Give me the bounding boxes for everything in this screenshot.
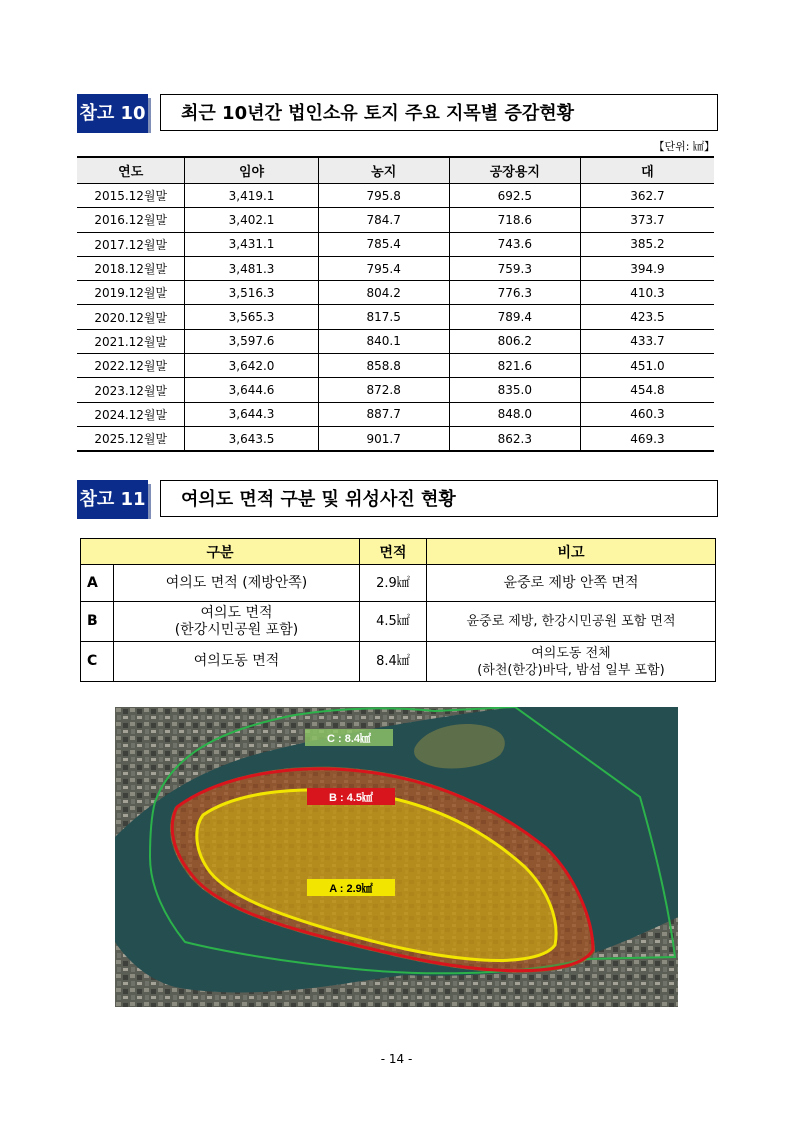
table-cell: 2023.12월말 — [77, 378, 185, 402]
area-row-name: 여의도동 면적 — [114, 642, 360, 682]
area-row-value: 4.5㎢ — [360, 602, 427, 642]
area-row-name: 여의도 면적 (제방안쪽) — [114, 565, 360, 602]
table-cell: 469.3 — [580, 426, 714, 451]
header-year: 연도 — [77, 157, 185, 184]
area-row-value: 2.9㎢ — [360, 565, 427, 602]
table-cell: 901.7 — [318, 426, 449, 451]
area-classification-table — [80, 538, 716, 682]
table-cell: 3,402.1 — [185, 208, 318, 232]
section-10-title: 최근 10년간 법인소유 토지 주요 지목별 증감현황 — [160, 94, 718, 131]
table-cell: 858.8 — [318, 354, 449, 378]
table-cell: 373.7 — [580, 208, 714, 232]
table-cell: 385.2 — [580, 232, 714, 256]
table-cell: 423.5 — [580, 305, 714, 329]
section-11-header — [77, 480, 718, 519]
table-cell: 835.0 — [449, 378, 580, 402]
satellite-map — [115, 707, 678, 1007]
table-row — [77, 232, 714, 256]
table-body — [77, 184, 714, 452]
unit-label: 【단위: ㎢】 — [653, 140, 715, 153]
area-row-id: A — [81, 565, 114, 602]
table-cell: 3,644.6 — [185, 378, 318, 402]
table-cell: 2025.12월말 — [77, 426, 185, 451]
table-cell: 2022.12월말 — [77, 354, 185, 378]
table-cell: 785.4 — [318, 232, 449, 256]
table-cell: 821.6 — [449, 354, 580, 378]
table-row — [77, 378, 714, 402]
table-cell: 433.7 — [580, 329, 714, 353]
table-row — [77, 208, 714, 232]
area-row-note: 윤중로 제방 안쪽 면적 — [427, 565, 716, 602]
table-cell: 2021.12월말 — [77, 329, 185, 353]
area-row-value: 8.4㎢ — [360, 642, 427, 682]
table-cell: 3,431.1 — [185, 232, 318, 256]
table-cell: 3,419.1 — [185, 184, 318, 208]
table-cell: 718.6 — [449, 208, 580, 232]
table-cell: 2015.12월말 — [77, 184, 185, 208]
table-cell: 743.6 — [449, 232, 580, 256]
satellite-map-svg — [115, 707, 678, 1007]
table-cell: 2019.12월말 — [77, 281, 185, 305]
area-row-id: B — [81, 602, 114, 642]
table-cell: 789.4 — [449, 305, 580, 329]
table-cell: 3,481.3 — [185, 256, 318, 280]
section-10-tag: 참고 10 — [77, 94, 148, 133]
table-row — [77, 426, 714, 451]
header-factory: 공장용지 — [449, 157, 580, 184]
table-row — [77, 329, 714, 353]
table-header-row — [77, 157, 714, 184]
label-a-text: A : 2.9㎢ — [329, 883, 373, 895]
table-cell: 817.5 — [318, 305, 449, 329]
table-cell: 454.8 — [580, 378, 714, 402]
table-cell: 362.7 — [580, 184, 714, 208]
table-cell: 804.2 — [318, 281, 449, 305]
table-cell: 2024.12월말 — [77, 402, 185, 426]
table-cell: 872.8 — [318, 378, 449, 402]
area-row-b — [81, 602, 716, 642]
table-cell: 2018.12월말 — [77, 256, 185, 280]
label-b-text: B : 4.5㎢ — [328, 792, 374, 804]
table-cell: 776.3 — [449, 281, 580, 305]
table-row — [77, 402, 714, 426]
table-cell: 759.3 — [449, 256, 580, 280]
table-cell: 3,516.3 — [185, 281, 318, 305]
table-cell: 840.1 — [318, 329, 449, 353]
table-cell: 3,565.3 — [185, 305, 318, 329]
page-number: - 14 - — [380, 1052, 413, 1066]
land-area-table — [77, 156, 714, 452]
area-header-category: 구분 — [81, 539, 360, 565]
header-farmland: 농지 — [318, 157, 449, 184]
area-row-note: 윤중로 제방, 한강시민공원 포함 면적 — [427, 602, 716, 642]
table-cell: 862.3 — [449, 426, 580, 451]
table-cell: 2016.12월말 — [77, 208, 185, 232]
table-cell: 795.8 — [318, 184, 449, 208]
table-cell: 795.4 — [318, 256, 449, 280]
area-header-note: 비고 — [427, 539, 716, 565]
table-cell: 410.3 — [580, 281, 714, 305]
area-row-name: 여의도 면적 (한강시민공원 포함) — [114, 602, 360, 642]
header-forest: 임야 — [185, 157, 318, 184]
table-row — [77, 184, 714, 208]
table-cell: 394.9 — [580, 256, 714, 280]
area-row-id: C — [81, 642, 114, 682]
table-cell: 784.7 — [318, 208, 449, 232]
table-cell: 3,597.6 — [185, 329, 318, 353]
section-11-title: 여의도 면적 구분 및 위성사진 현황 — [160, 480, 718, 517]
area-header-area: 면적 — [360, 539, 427, 565]
table-row — [77, 354, 714, 378]
table-row — [77, 305, 714, 329]
table-row — [77, 256, 714, 280]
table-cell: 887.7 — [318, 402, 449, 426]
table-cell: 806.2 — [449, 329, 580, 353]
table-cell: 451.0 — [580, 354, 714, 378]
area-row-note: 여의도동 전체 (하천(한강)바닥, 밤섬 일부 포함) — [427, 642, 716, 682]
area-row-c — [81, 642, 716, 682]
table-cell: 2020.12월말 — [77, 305, 185, 329]
header-site: 대 — [580, 157, 714, 184]
area-row-a — [81, 565, 716, 602]
area-header-row — [81, 539, 716, 565]
table-cell: 3,643.5 — [185, 426, 318, 451]
label-c-text: C : 8.4㎢ — [326, 733, 372, 745]
table-cell: 3,642.0 — [185, 354, 318, 378]
table-cell: 460.3 — [580, 402, 714, 426]
section-10-header — [77, 94, 718, 133]
table-cell: 848.0 — [449, 402, 580, 426]
section-11-tag: 참고 11 — [77, 480, 148, 519]
table-cell: 2017.12월말 — [77, 232, 185, 256]
table-row — [77, 281, 714, 305]
table-cell: 692.5 — [449, 184, 580, 208]
table-cell: 3,644.3 — [185, 402, 318, 426]
